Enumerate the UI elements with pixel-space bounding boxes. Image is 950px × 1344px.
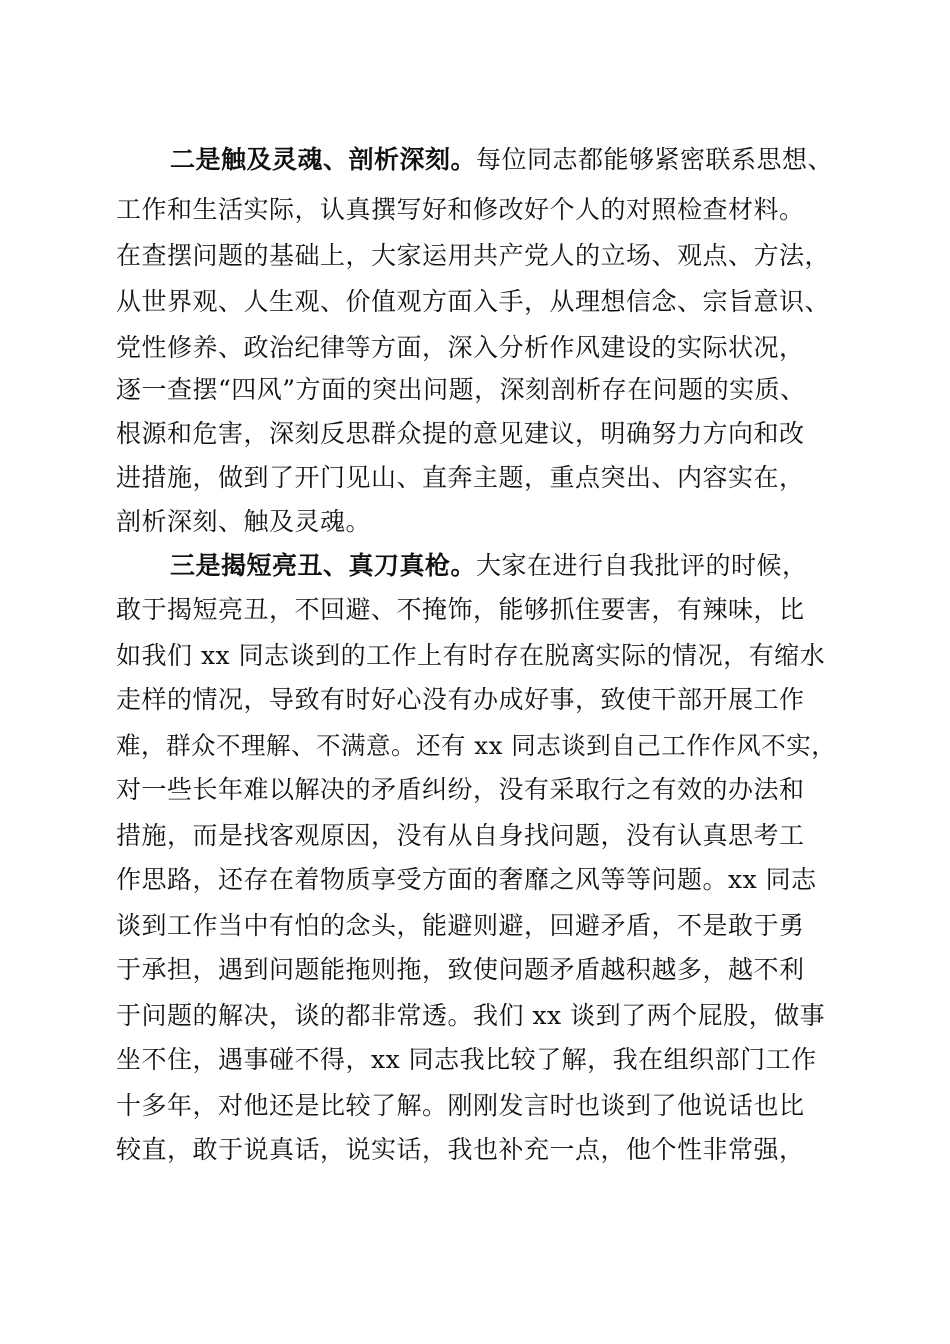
paragraph-2-line: 谈到工作当中有怕的念头，能避则避，回避矛盾，不是敢于勇 (116, 911, 805, 940)
paragraph-1-line: 剖析深刻、触及灵魂。 (116, 507, 372, 536)
paragraph-1-line: 根源和危害，深刻反思群众提的意见建议，明确努力方向和改 (116, 419, 805, 448)
paragraph-1-lead: 二是触及灵魂、剖析深刻。 (170, 145, 477, 174)
paragraph-1-first-line (170, 145, 833, 175)
paragraph-1-line: 党性修养、政治纪律等方面，深入分析作风建设的实际状况， (116, 333, 805, 362)
paragraph-2-line: 措施，而是找客观原因，没有从自身找问题，没有认真思考工 (116, 821, 805, 850)
paragraph-1-line: 逐一查摆“四风”方面的突出问题，深刻剖析存在问题的实质、 (116, 375, 806, 404)
paragraph-2-line: 坐不住，遇事碰不得，xx 同志我比较了解，我在组织部门工作 (116, 1045, 817, 1074)
paragraph-2-line: 于承担，遇到问题能拖则拖，致使问题矛盾越积越多，越不利 (116, 955, 805, 984)
paragraph-2-line: 敢于揭短亮丑，不回避、不掩饰，能够抓住要害，有辣味，比 (116, 595, 805, 624)
paragraph-1-first-text: 每位同志都能够紧密联系思想、 (476, 145, 834, 174)
paragraph-2-first-line (170, 551, 808, 581)
paragraph-1-line: 进措施，做到了开门见山、直奔主题，重点突出、内容实在， (116, 463, 805, 492)
paragraph-1-line: 在查摆问题的基础上，大家运用共产党人的立场、观点、方法， (116, 241, 831, 270)
paragraph-2-line: 如我们 xx 同志谈到的工作上有时存在脱离实际的情况，有缩水 (116, 641, 826, 670)
paragraph-2-line: 难，群众不理解、不满意。还有 xx 同志谈到自己工作作风不实， (116, 731, 837, 760)
paragraph-2-lead: 三是揭短亮丑、真刀真枪。 (170, 551, 477, 580)
paragraph-2-line: 走样的情况，导致有时好心没有办成好事，致使干部开展工作 (116, 685, 805, 714)
paragraph-1-line: 从世界观、人生观、价值观方面入手，从理想信念、宗旨意识、 (116, 287, 831, 316)
paragraph-2-line: 作思路，还存在着物质享受方面的奢靡之风等等问题。xx 同志 (116, 865, 817, 894)
paragraph-2-line: 于问题的解决，谈的都非常透。我们 xx 谈到了两个屁股，做事 (116, 1001, 826, 1030)
paragraph-2-line: 较直，敢于说真话，说实话，我也补充一点，他个性非常强， (116, 1135, 805, 1164)
paragraph-2-first-text: 大家在进行自我批评的时候， (476, 551, 808, 580)
paragraph-1-line: 工作和生活实际，认真撰写好和修改好个人的对照检查材料。 (116, 195, 805, 224)
paragraph-2-line: 十多年，对他还是比较了解。刚刚发言时也谈到了他说话也比 (116, 1091, 805, 1120)
paragraph-2-line: 对一些长年难以解决的矛盾纠纷，没有采取行之有效的办法和 (116, 775, 805, 804)
